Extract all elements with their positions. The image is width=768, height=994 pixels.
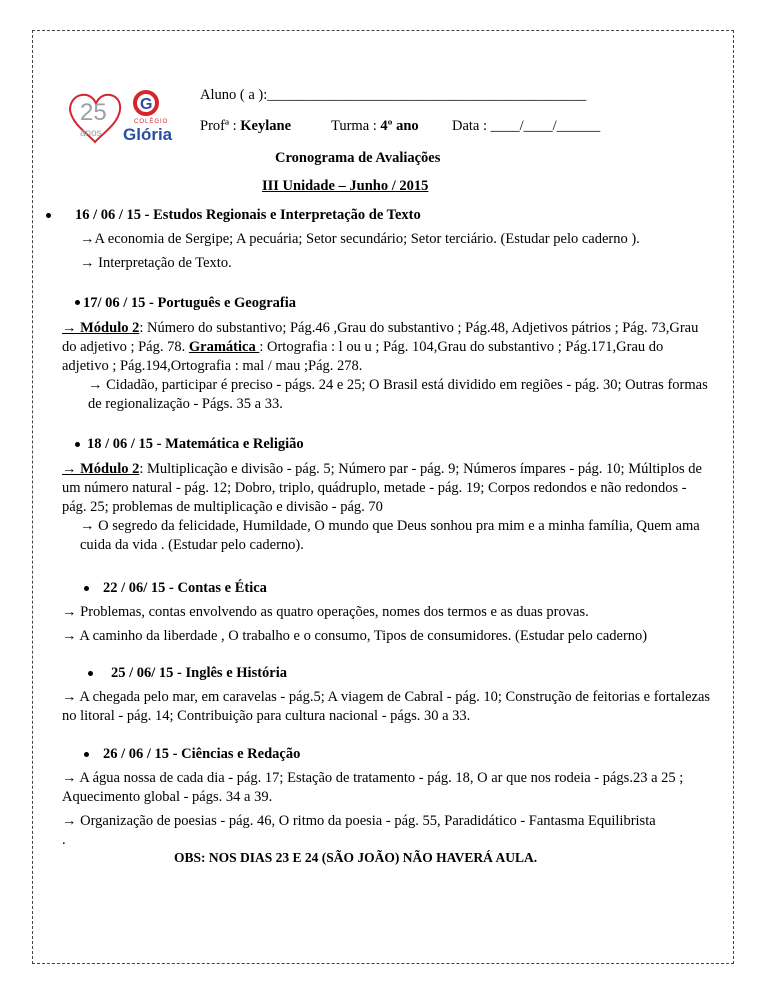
bullet-dot bbox=[84, 752, 89, 757]
bullet-dot bbox=[88, 671, 93, 676]
logo-anniversary-number: 25 bbox=[80, 99, 107, 126]
bullet-dot bbox=[46, 213, 51, 218]
class-label: Turma : bbox=[331, 118, 377, 134]
bullet-dot bbox=[84, 586, 89, 591]
section-paragraph bbox=[62, 319, 712, 376]
section-paragraph bbox=[62, 812, 662, 850]
date-field bbox=[452, 117, 600, 136]
class-value: 4º ano bbox=[380, 118, 419, 134]
gramatica-label: Gramática bbox=[188, 339, 260, 355]
student-field bbox=[200, 86, 586, 105]
class-field bbox=[331, 117, 419, 136]
modulo-label: → Módulo 2 bbox=[62, 461, 140, 477]
observation-note: OBS: NOS DIAS 23 E 24 (SÃO JOÃO) NÃO HAVERÁ AULA. bbox=[174, 850, 538, 865]
date-label: Data : bbox=[452, 118, 488, 134]
paragraph-text: : Multiplicação e divisão - pág. 5; Número par - pág. 9; Números ímpares - pág. 10; Múltiplos de um número natural - pág. 12; Dobro, triplo, quádruplo, metade - pág. 19; Corpos redondos e não redondos - pág. 25; problemas de multiplicação e divisão - pág. 70 bbox=[62, 461, 702, 515]
section-paragraph bbox=[62, 460, 712, 517]
section-paragraph: → A chegada pelo mar, em caravelas - pág.5; A viagem de Cabral - pág. 10; Construção de feitorias e fortalezas no litoral - pág. 14; Contribuição para cultura nacional - págs. 30 a 33. bbox=[62, 689, 711, 724]
logo-school-small: COLÉGIO bbox=[134, 119, 169, 125]
logo-school-name: Glória bbox=[123, 125, 173, 144]
section-line: → Problemas, contas envolvendo as quatro operações, nomes dos termos e as duas provas. bbox=[62, 604, 589, 620]
section-paragraph: → A caminho da liberdade , O trabalho e o consumo, Tipos de consumidores. (Estudar pelo caderno) bbox=[62, 628, 648, 644]
student-blank: ____________________________________________ bbox=[267, 87, 587, 103]
paragraph-text: : Ortografia : l ou u ; Pág. 104,Grau do substantivo ; Pág.171,Grau do adjetivo ; Pág.194,Ortografia : mal / mau ;Pág. 278. bbox=[62, 339, 664, 374]
paragraph-text: : Número do substantivo; Pág.46 ,Grau do substantivo ; Pág.48, Adjetivos pátrios ; Pág. 73,Grau do adjetivo ; Pág. 78. bbox=[62, 320, 699, 355]
teacher-name: Keylane bbox=[240, 118, 292, 134]
teacher-field bbox=[200, 117, 291, 136]
bullet-dot bbox=[75, 442, 80, 447]
section-paragraph: → A água nossa de cada dia - pág. 17; Estação de tratamento - pág. 18, O ar que nos rodeia - págs.23 a 25 ; Aquecimento global - págs. 34 a 39. bbox=[62, 770, 684, 805]
section-line: → Interpretação de Texto. bbox=[80, 255, 232, 271]
paragraph-text: → Organização de poesias - pág. 46, O ritmo da poesia - pág. 55, Paradidático - Fantasma Equilibrista . bbox=[62, 813, 656, 848]
section-heading: 18 / 06 / 15 - Matemática e Religião bbox=[87, 436, 304, 452]
student-label: Aluno ( a ): bbox=[200, 87, 268, 103]
logo-g-letter: G bbox=[140, 96, 153, 113]
section-heading: 25 / 06/ 15 - Inglês e História bbox=[111, 665, 288, 681]
section-paragraph: → O segredo da felicidade, Humildade, O mundo que Deus sonhou pra mim e a minha família, Quem ama cuida da vida . (Estudar pelo caderno). bbox=[80, 518, 700, 553]
section-heading: 26 / 06 / 15 - Ciências e Redação bbox=[103, 746, 301, 762]
unit-title: III Unidade – Junho / 2015 bbox=[262, 178, 429, 194]
section-heading: 16 / 06 / 15 - Estudos Regionais e Interpretação de Texto bbox=[75, 207, 421, 223]
school-logo bbox=[66, 86, 178, 146]
logo-anniversary-word: anos bbox=[80, 128, 102, 139]
teacher-label: Profª : bbox=[200, 118, 237, 134]
modulo-label: → Módulo 2 bbox=[62, 320, 140, 336]
page-title: Cronograma de Avaliações bbox=[275, 150, 441, 166]
section-line: →A economia de Sergipe; A pecuária; Setor secundário; Setor terciário. (Estudar pelo caderno ). bbox=[80, 231, 640, 247]
section-paragraph: → Cidadão, participar é preciso - págs. 24 e 25; O Brasil está dividido em regiões - pág. 30; Outras formas de regionalização - Págs. 35 a 33. bbox=[88, 377, 708, 412]
date-blank: ____/____/______ bbox=[490, 118, 601, 134]
section-heading: 22 / 06/ 15 - Contas e Ética bbox=[103, 580, 267, 596]
section-heading: 17/ 06 / 15 - Português e Geografia bbox=[83, 295, 297, 311]
bullet-dot bbox=[75, 300, 80, 305]
